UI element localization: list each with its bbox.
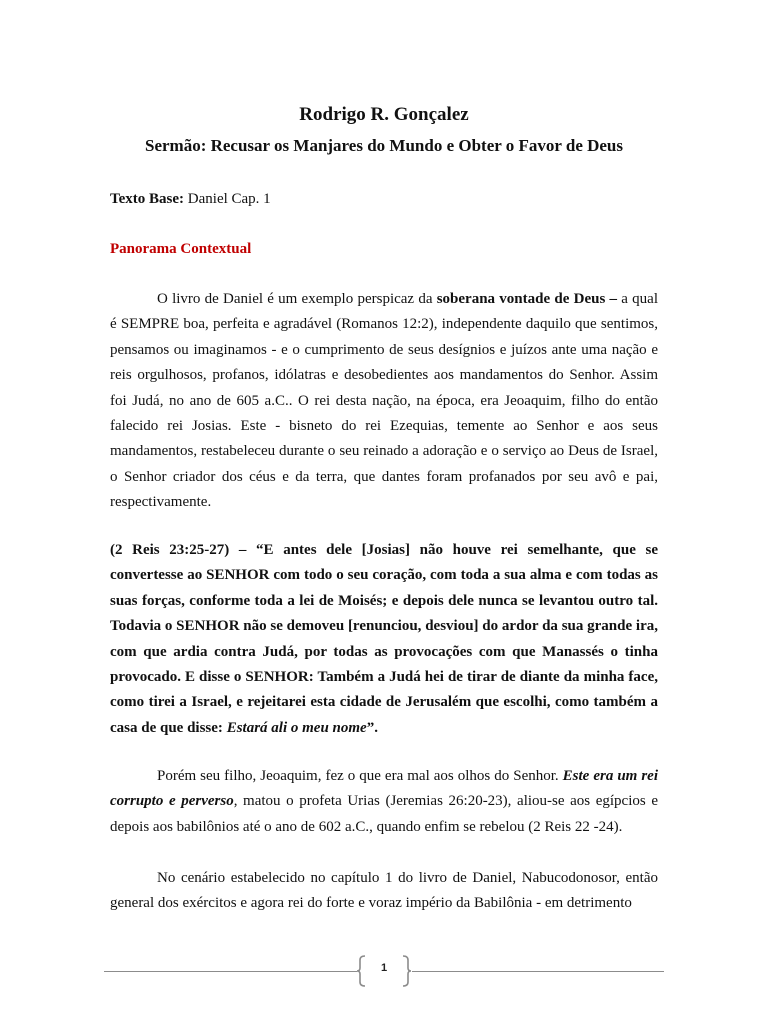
page-number: 1 — [380, 962, 388, 974]
paragraph-jeoaquim-rest: , matou o profeta Urias (Jeremias 26:20-23), aliou-se aos egípcios e depois aos babilônios até o ano de 602 a.C., quando enfim se rebelou (2 Reis 22 -24). — [110, 793, 658, 835]
paragraph-jeoaquim-emphasis: Este era um rei corrupto e perverso — [110, 768, 658, 810]
sermon-title: Sermão: Recusar os Manjares do Mundo e Obter o Favor de Deus — [144, 136, 624, 155]
scripture-quote-end: ”. — [366, 719, 378, 736]
paragraph-scenario: No cenário estabelecido no capítulo 1 do livro de Daniel, Nabucodonosor, então general dos exércitos e agora rei do forte e voraz império da Babilônia - em detrimento — [110, 870, 658, 912]
paragraph-intro — [110, 287, 658, 516]
base-text-value: Daniel Cap. 1 — [187, 191, 271, 207]
left-brace-icon — [356, 955, 366, 987]
footer-rule-left — [104, 971, 357, 972]
paragraph-jeoaquim — [110, 764, 658, 840]
paragraph-intro-start: O livro de Daniel é um exemplo perspicaz da — [157, 291, 437, 307]
scripture-quote-text: (2 Reis 23:25-27) – “E antes dele [Josias] não houve rei semelhante, que se convertesse ao SENHOR com todo o seu coração, com toda a sua alma e com todas as suas forças, conforme toda a lei de Moisés; e depois dele nunca se levantou outro tal. Todavia o SENHOR não se demoveu [renunciou, desviou] do ardor da sua grande ira, com que ardia contra Judá, por todas as provocações com que Manassés o tinha provocado. E disse o SENHOR: Também a Judá hei de tirar de diante da minha face, como tirei a Israel, e rejeitarei esta cidade de Jerusalém que escolhi, como também a casa de que disse: — [110, 542, 658, 736]
paragraph-intro-rest: a qual é SEMPRE boa, perfeita e agradável (Romanos 12:2), independente daquilo que sentimos, pensamos ou imaginamos - e o cumprimento de seus desígnios e juízos ante uma nação e reis orgulhosos, profanos, idólatras e desobedientes aos mandamentos do Senhor. Assim foi Judá, no ano de 605 a.C.. O rei desta nação, na época, era Jeoaquim, filho do então falecido rei Josias. Este - bisneto do rei Ezequias, temente ao Senhor e aos seus mandamentos, restabeleceu durante o seu reinado a adoração e o serviço ao Deus de Israel, o Senhor criador dos céus e da terra, que dantes foram profanados por seu avô e pai, respectivamente. — [110, 291, 658, 511]
paragraph-jeoaquim-start: Porém seu filho, Jeoaquim, fez o que era mal aos olhos do Senhor. — [157, 768, 563, 784]
base-text-line — [110, 191, 271, 208]
scripture-quote-italic: Estará ali o meu nome — [226, 719, 367, 736]
base-text-label: Texto Base: — [110, 191, 185, 207]
section-heading: Panorama Contextual — [110, 241, 252, 257]
right-brace-icon — [402, 955, 412, 987]
paragraph-intro-emphasis: soberana vontade de Deus – — [436, 291, 618, 307]
footer-rule-right — [412, 971, 664, 972]
author-name: Rodrigo R. Gonçalez — [299, 104, 469, 125]
scripture-quote — [110, 538, 658, 741]
